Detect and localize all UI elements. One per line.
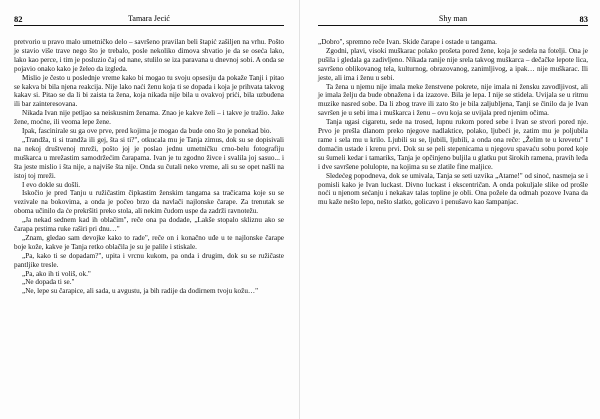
right-page-number: 83: [579, 14, 588, 24]
paragraph: „Trandža, ti si trandža ili gej, šta si ti?", otkucala mu je Tanja zimus, dok su se dopisivali na nekoj društvenoj mreži, pošto joj je poslao jednu umetničku crno-belu fotografiju muškarca u mrežastim samodržećim čarapama. Ivan je tu zgodno živce i svalila joj sasuo... i šta jeste mislio i šta nije, a najviše šta nije. Onda su čutali neko vreme, ali su se opet našli na istoj toj mreži.: [14, 135, 284, 180]
paragraph: I evo dokle su došli.: [22, 180, 81, 189]
paragraph: Ipak, fascinirale su ga ove prve, pred kojima je mogao da bude ono što je ponekad bio.: [22, 127, 272, 136]
right-page-header: [318, 14, 588, 32]
right-page: [318, 0, 588, 419]
right-page-body: [318, 38, 588, 207]
right-running-head: Shy man: [438, 14, 468, 23]
paragraph: Tanja ugasi cigaretu, sede na trosed, lupnu rukom pored sebe i Ivan se stvori pored nje. Prvo je prešla dlanom preko njegove nadlaktice, polako, ljubeći je, zatim mu je poljubila rame i sela mu u krilo. Ljubili su se, ljubili, ljubili, a onda ona reče: „Želim te u krevetu" I domaćin ustade i krenu prvi. Dok su se peli stepenicama u njegovu spavaću sobu pored koje su šumeli kedar i tamariks, Tanja je opčinjeno buljila u glatku put širokih ramena, pravih leđa i dve savršene polulopte, na kojima su se zlatile fine maljice.: [318, 118, 588, 171]
paragraph: „Znam, gledao sam devojke kako to rade", reče on i konačno uđe u te najlonske čarape boje kože, kakve je Tanja retko oblačila je su je palile i stiskale.: [14, 233, 284, 251]
left-page-header: [14, 14, 284, 32]
paragraph: Ta žena u njemu nije imala meke ženstvene pokrete, nije imala ni žensku zavodljivost, ali je imala želju da bude obnažena i da izazove. Bila je lepa. I nije se stidela. Uvijala se u ritmu muzike nasred sobe. Da li zbog trave ili zato što je bila zaljubljena, Tanji se činilo da je Ivan savršen je u sebi ima i muškarca i ženu – ovu koja se uvijala pred njenim očima.: [318, 82, 588, 118]
paragraph: Sledećeg popodneva, dok se umivala, Tanja se seti uzvika „Atame!" od sinoć, nasmeja se i pomisli kako je Ivan luckast. Divno luckast i ekscentričan. A onda pokuljale slike od prošle noći u njenom sećanju i nekakav talas topline je obli. Ona požele da odmah pozove Ivana da mu kaže nešto lepo, nešto slatko, golicavo i penušavo kao šampanjac.: [318, 171, 588, 207]
paragraph: „Pa, ako ih ti voliš, ok.": [22, 269, 91, 278]
left-page-number: 82: [14, 14, 23, 24]
paragraph: „Ne, lepe su čarapice, ali sada, u avgustu, ja bih radije da dodirnem tvoju kožu…": [22, 287, 259, 296]
left-running-head: Tamara Jecić: [128, 14, 170, 23]
paragraph: Zgodni, plavi, visoki muškarac polako prošeta pored žene, koja je sedela na fotelji. Ona je pušila i gledala ga zadivljeno. Nikada ranije nije srela takvog muškarca – dečačke lepote lica, savršeno oblikovanog tela, kulturnog, obrazovanog, zanimljivog, a ipak… nije muškarac. Ili jeste, ali ima i ženu u sebi.: [318, 46, 588, 82]
paragraph: „Ja nekad sednem kad ih oblačim", reče ona pa dodade, „Lakše stopalo skliznu ako se čarapa prstima ruke raširi pri dnu…": [14, 216, 284, 234]
paragraph: Mislio je često u poslednje vreme kako bi mogao tu svoju opsesiju da pokaže Tanji i pitao se kakva bi bila njena reakcija. Nije lako naći ženu koja ti se dopada i koja je prihvata takvog kakav si. Pitao se da li bi zaista ta žena, koja nikada nije bila u ovakvoj prići, bila uzbuđena ili bar zainteresovana.: [14, 73, 284, 109]
paragraph: „Ne dopada ti se.": [22, 278, 75, 287]
left-page: [14, 0, 284, 419]
paragraph: „Dobro", spremno reče Ivan. Skide čarape i ostade u tangama.: [318, 38, 497, 46]
left-page-body: [14, 38, 284, 296]
header-rule: [318, 25, 588, 26]
header-rule: [14, 25, 284, 26]
paragraph: pretvorio u pravo malo umetničko delo – savršeno pravilan beli štapić zašiljen na vrhu. Pošto je stavio više trave nego što je trebalo, posle nekoliko dimova shvatio je da se oseća lako, lako kao perce, i tim je posluzio čaj od nane, stulilo se iza paravana u dnevnoj sobi. A onda se pojavio onako kako je želeo da izgleda.: [14, 38, 284, 73]
paragraph: Iskočio je pred Tanju u ružičastim čipkastim ženskim tangama sa tračicama koje su se vezivale na bokovima, a onda je počeo brzo da navlači najlonske čarape. Za trenutak se oboma učinilo da će prekršiti preko stola, ali nekim čudom uspe da zadrži ravnotežu.: [14, 189, 284, 216]
paragraph: „Pa, kako ti se dopadam?", upita i vrcnu kukom, pa onda i drugim, dok su se ružičaste pantljike tresle.: [14, 251, 284, 269]
paragraph: Nikada Ivan nije petljao sa neiskusnim ženama. Znao je kakve želi – i takve je tražio. Jake žene, moćne, ili veoma lepe žene.: [14, 109, 284, 127]
book-gutter: [299, 0, 300, 419]
